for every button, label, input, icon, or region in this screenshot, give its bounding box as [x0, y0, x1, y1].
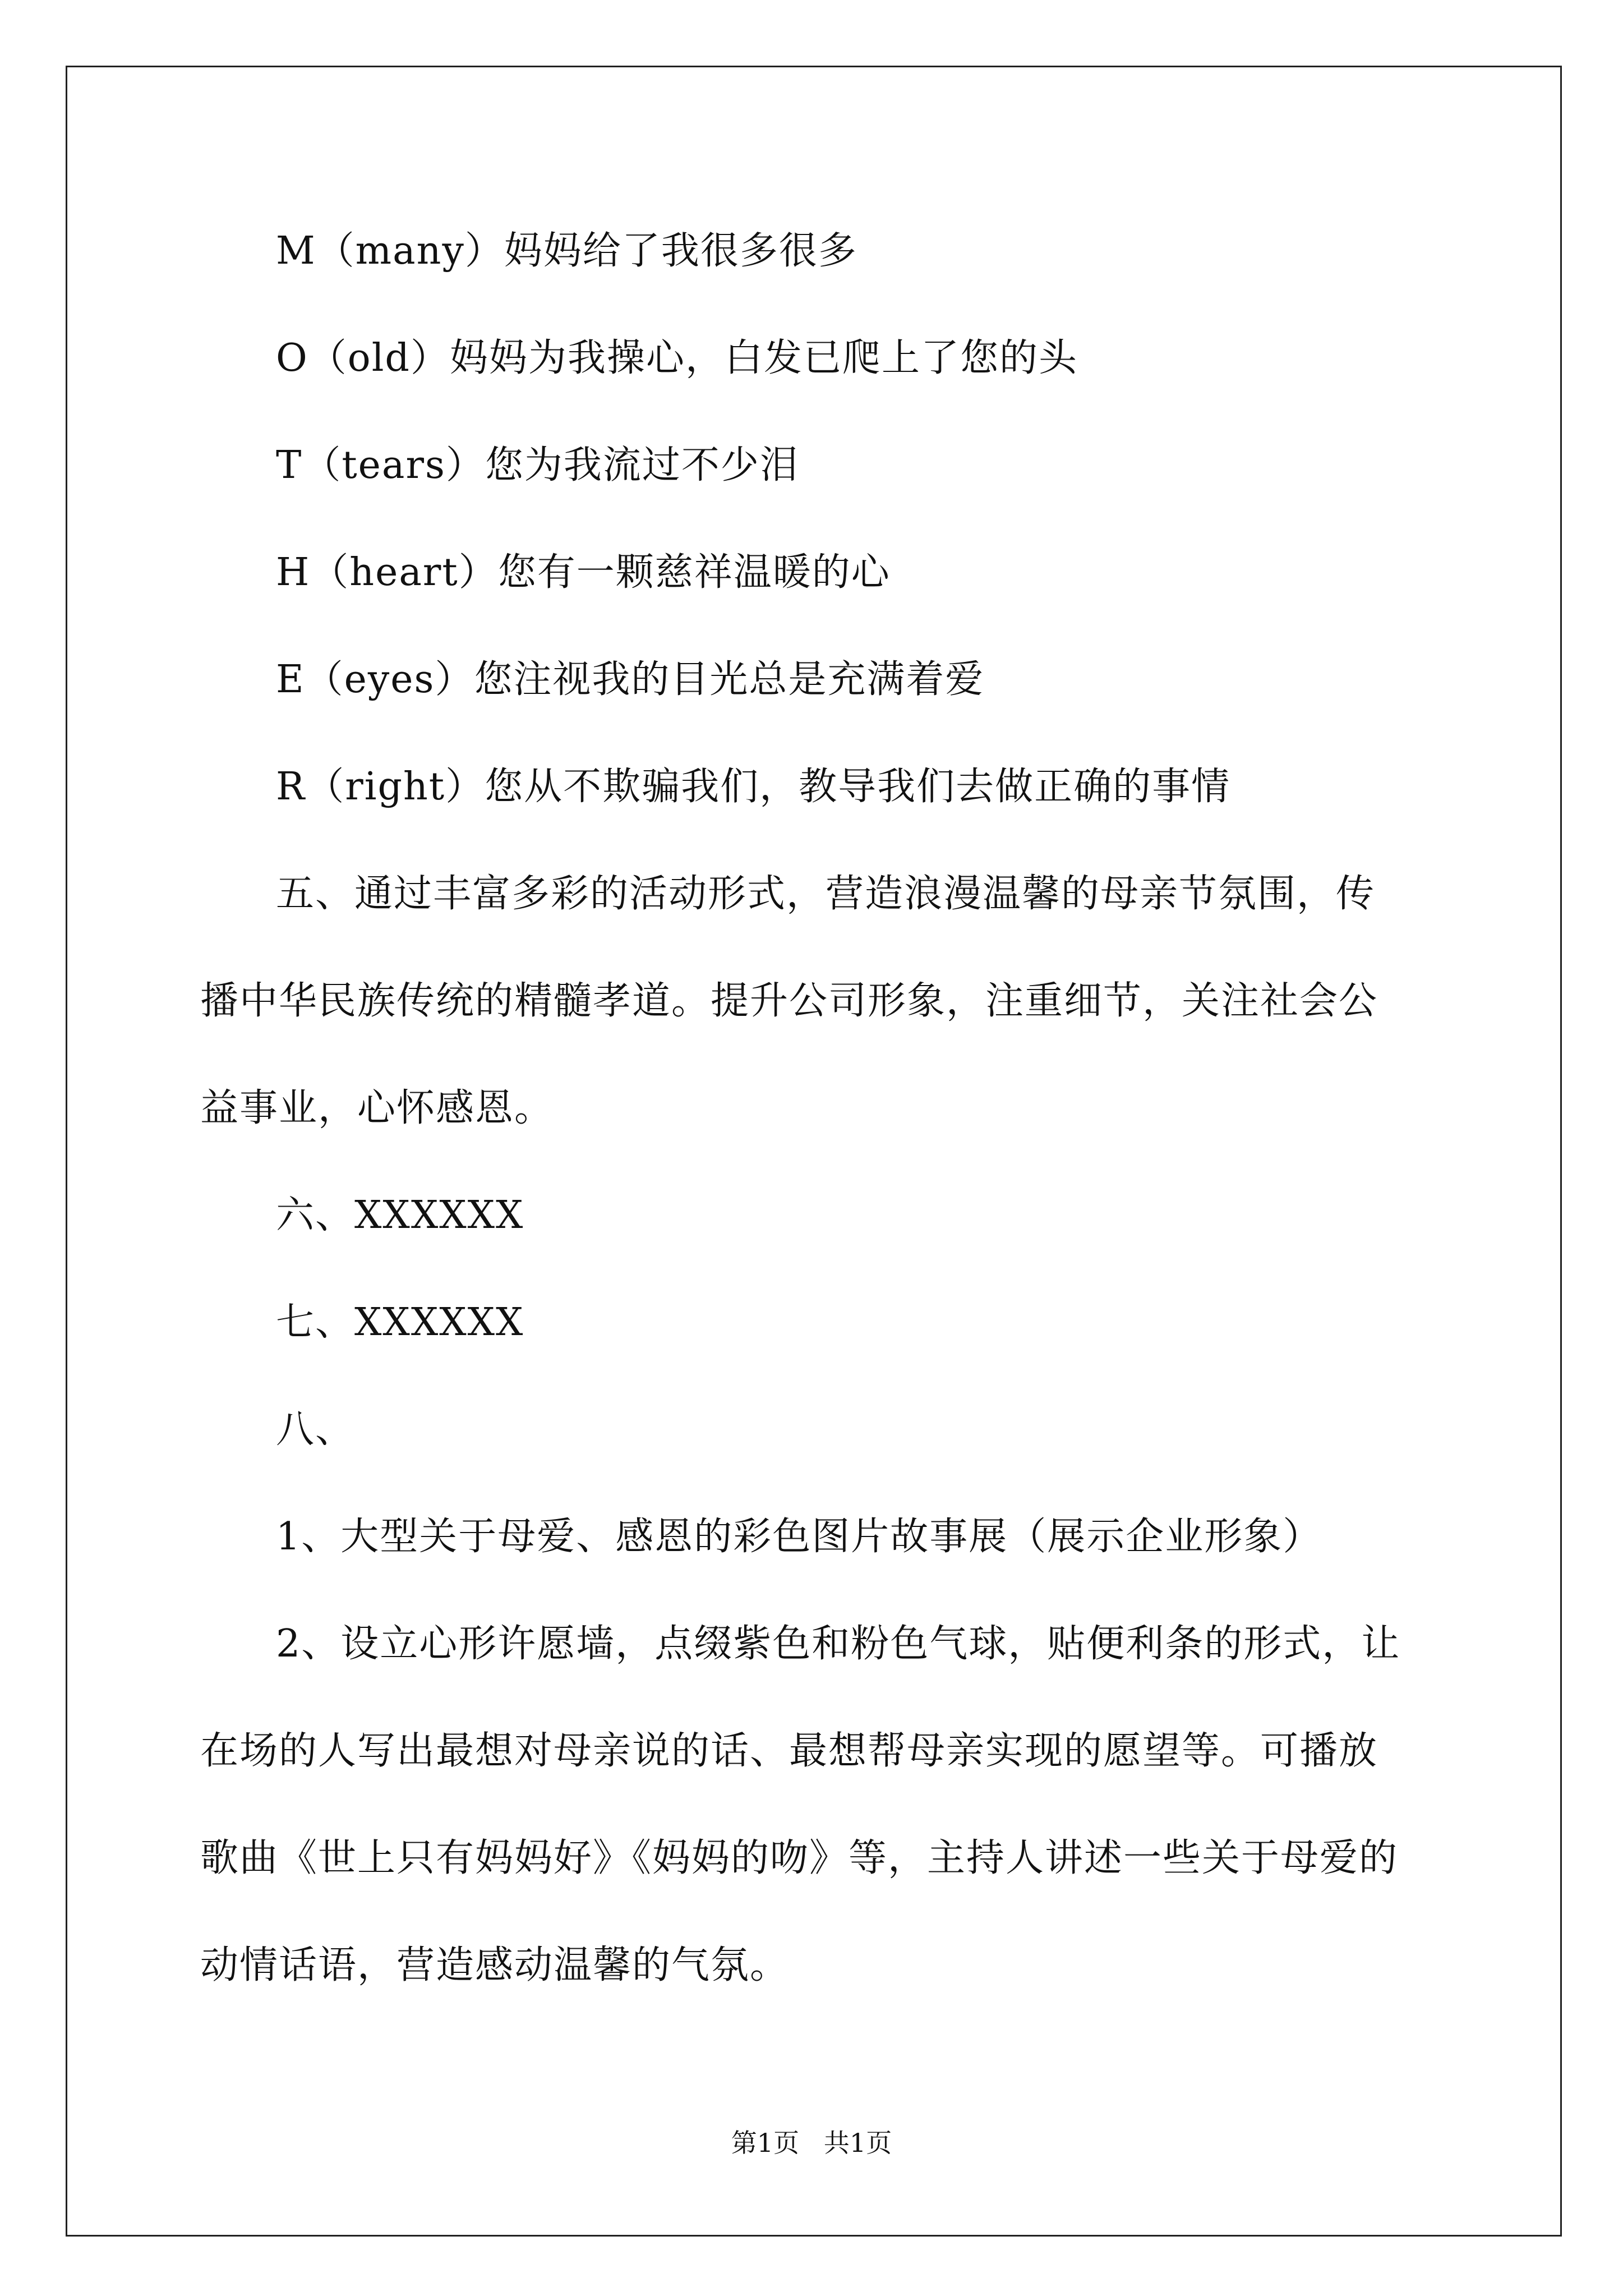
- acrostic-line-m: M（many）妈妈给了我很多很多: [276, 229, 857, 273]
- section-five-line-1: 五、通过丰富多彩的活动形式，营造浪漫温馨的母亲节氛围，传: [276, 872, 1376, 916]
- item-two-line-3: 歌曲《世上只有妈妈好》《妈妈的吻》等，主持人讲述一些关于母爱的: [200, 1836, 1399, 1880]
- acrostic-line-e: E（eyes）您注视我的目光总是充满着爱: [276, 657, 985, 702]
- item-two-line-4: 动情话语，营造感动温馨的气氛。: [200, 1943, 790, 1987]
- item-two-line-1: 2、设立心形许愿墙，点缀紫色和粉色气球，贴便利条的形式，让: [276, 1622, 1401, 1666]
- page-number-footer: 第1页 共1页: [731, 2128, 892, 2158]
- section-eight-heading: 八、: [276, 1407, 355, 1452]
- acrostic-line-o: O（old）妈妈为我操心，白发已爬上了您的头: [276, 336, 1078, 380]
- acrostic-line-h: H（heart）您有一颗慈祥温暖的心: [276, 550, 891, 595]
- item-one-line: 1、大型关于母爱、感恩的彩色图片故事展（展示企业形象）: [276, 1515, 1322, 1559]
- page-border: [66, 66, 1562, 2237]
- acrostic-line-r: R（right）您从不欺骗我们，教导我们去做正确的事情: [276, 765, 1231, 809]
- section-six-heading: 六、XXXXXX: [276, 1193, 524, 1237]
- section-seven-heading: 七、XXXXXX: [276, 1300, 524, 1345]
- section-five-line-2: 播中华民族传统的精髓孝道。提升公司形象，注重细节，关注社会公: [200, 979, 1378, 1023]
- acrostic-line-t: T（tears）您为我流过不少泪: [276, 443, 799, 487]
- section-five-line-3: 益事业，心怀感恩。: [200, 1086, 554, 1130]
- item-two-line-2: 在场的人写出最想对母亲说的话、最想帮母亲实现的愿望等。可播放: [200, 1729, 1378, 1773]
